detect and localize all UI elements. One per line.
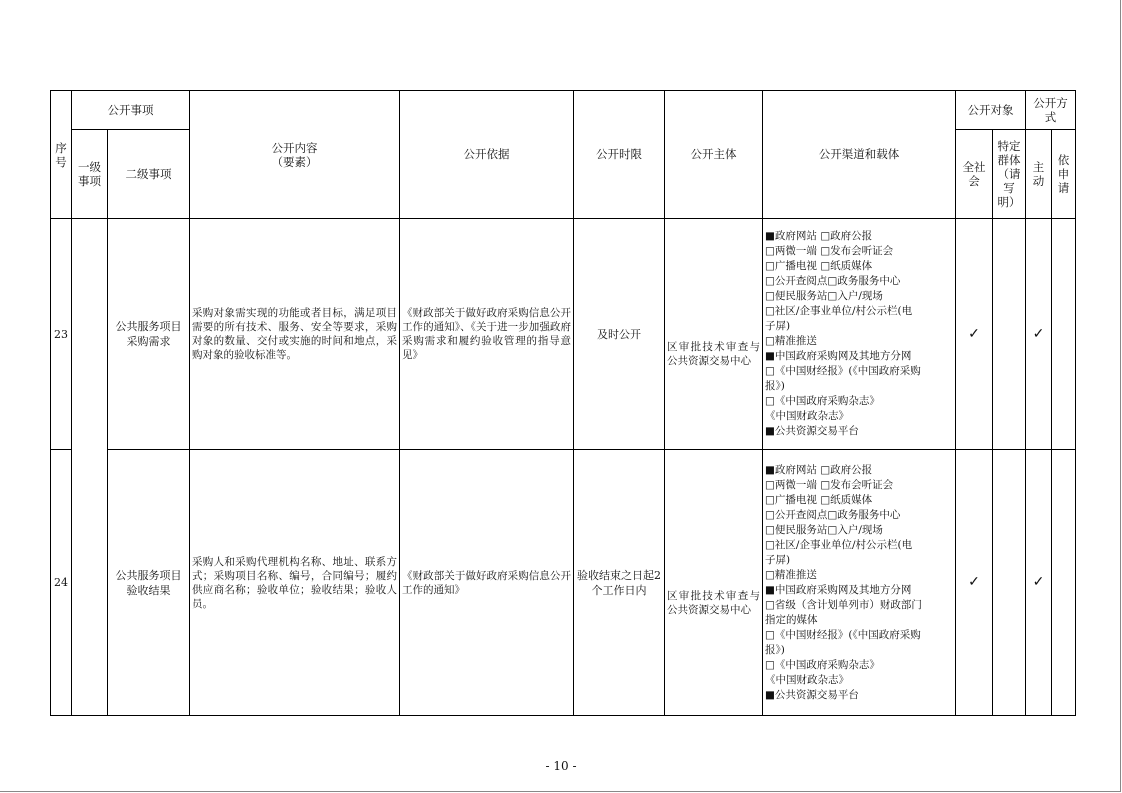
row-channels [763,219,956,450]
header-matter-group: 公开事项 [72,91,190,130]
header-channels: 公开渠道和载体 [763,91,956,219]
on-request-cell [1052,219,1076,450]
header-level1: 一级 事项 [72,130,108,219]
channel-line: ■公共资源交易平台 [765,688,859,701]
channel-line: □两微一端 □发布会听证会 [765,478,894,491]
channel-line: 报》) [765,380,785,392]
header-method-group: 公开方 式 [1026,91,1076,130]
channel-line: □《中国政府采购杂志》 [765,395,880,407]
header-specific-group: 特定 群体 （请 写 明） [993,130,1026,219]
on-request-cell [1052,450,1076,716]
table-row [51,450,1076,716]
active-check: ✓ [1026,219,1052,450]
channel-line: □社区/企事业单位/村公示栏(电 [765,305,913,317]
channel-line: ■政府网站 □政府公报 [765,463,873,476]
row-subject: 区审批技术审查与公共资源交易中心 [665,219,763,450]
header-target-group: 公开对象 [956,91,1026,130]
header-level2: 二级事项 [108,130,190,219]
channel-line: □《中国政府采购杂志》 [765,658,880,671]
row-level2: 公共服务项目 采购需求 [108,219,190,450]
channel-line: □便民服务站□入户/现场 [765,290,883,302]
row-channels [763,450,956,716]
channel-line: □《中国财经报》(《中国政府采购 [765,365,921,377]
header-deadline: 公开时限 [574,91,665,219]
row-level2: 公共服务项目 验收结果 [108,450,190,716]
channel-line: 《中国财政杂志》 [765,410,849,422]
row-subject: 区审批技术审查与公共资源交易中心 [665,450,763,716]
specific-group-cell [993,450,1026,716]
header-subject: 公开主体 [665,91,763,219]
channel-line: ■中国政府采购网及其地方分网 [765,350,912,362]
channel-line: □省级（含计划单列市）财政部门 [765,598,922,611]
header-active: 主 动 [1026,130,1052,219]
channel-line: ■中国政府采购网及其地方分网 [765,583,912,596]
channel-line: □《中国财经报》(《中国政府采购 [765,628,921,641]
row-seq: 24 [51,450,72,716]
channel-line: □两微一端 □发布会听证会 [765,245,894,257]
row-deadline: 及时公开 [574,219,665,450]
disclosure-table [50,90,1076,716]
channel-line: □广播电视 □纸质媒体 [765,260,873,272]
channel-line: 子屏) [765,553,791,566]
page-number: - 10 - [545,759,577,773]
active-check: ✓ [1026,450,1052,716]
table-row [51,219,1076,450]
row-deadline: 验收结束之日起2个工作日内 [574,450,665,716]
channel-line: □公开查阅点□政务服务中心 [765,275,901,287]
header-content: 公开内容 （要素） [190,91,400,219]
row-content: 采购对象需实现的功能或者目标，满足项目需要的所有技术、服务、安全等要求，采购对象的数量、交付或实施的时间和地点，采购对象的验收标准等。 [190,219,400,450]
channel-line: □精准推送 [765,568,817,581]
whole-society-check: ✓ [956,450,993,716]
channel-line: □公开查阅点□政务服务中心 [765,508,901,521]
channel-line: □广播电视 □纸质媒体 [765,493,873,506]
header-on-request: 依 申 请 [1052,130,1076,219]
channel-line: 子屏) [765,320,791,332]
channel-line: □社区/企事业单位/村公示栏(电 [765,538,913,551]
channel-line: ■政府网站 □政府公报 [765,230,873,242]
row-basis: 《财政部关于做好政府采购信息公开工作的通知》、《关于进一步加强政府采购需求和履约验收管理的指导意见》 [400,219,574,450]
channel-line: □便民服务站□入户/现场 [765,523,883,536]
row-level1 [72,219,108,716]
specific-group-cell [993,219,1026,450]
header-basis: 公开依据 [400,91,574,219]
row-content: 采购人和采购代理机构名称、地址、联系方式；采购项目名称、编号，合同编号；履约供应商名称；验收单位；验收结果；验收人员。 [190,450,400,716]
whole-society-check: ✓ [956,219,993,450]
row-seq: 23 [51,219,72,450]
channel-line: 《中国财政杂志》 [765,673,849,686]
channel-line: ■公共资源交易平台 [765,425,859,437]
channel-line: □精准推送 [765,335,817,347]
header-whole-society: 全社 会 [956,130,993,219]
row-basis: 《财政部关于做好政府采购信息公开工作的通知》 [400,450,574,716]
channel-line: 指定的媒体 [765,613,818,626]
header-seq: 序 号 [51,91,72,219]
channel-line: 报》) [765,643,785,656]
